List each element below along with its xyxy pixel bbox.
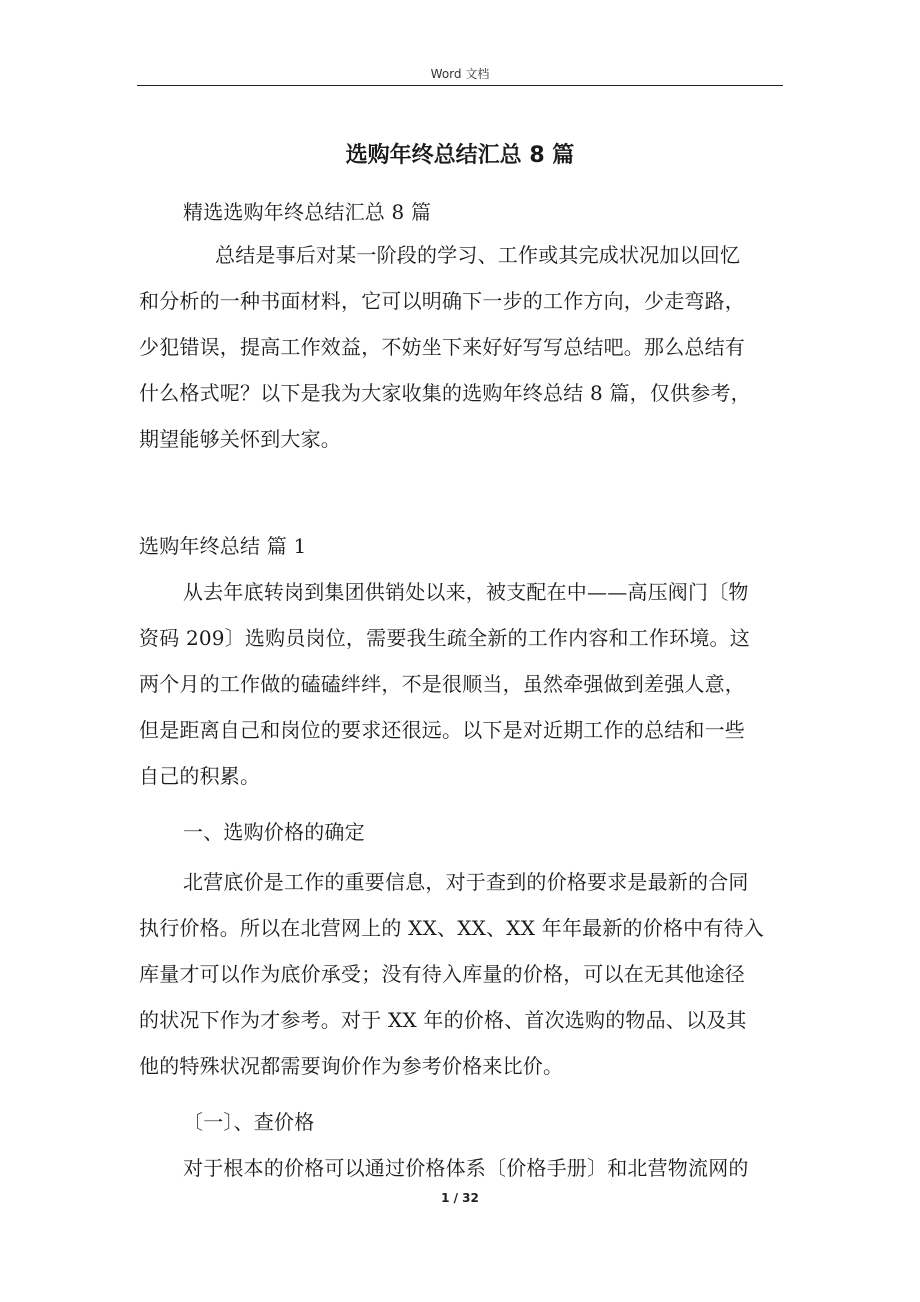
subitem-heading: 〔一〕、查价格	[183, 1110, 315, 1134]
header-divider	[137, 85, 783, 86]
item1-paragraph	[139, 864, 785, 1084]
paragraph-line: 对于根本的价格可以通过价格体系〔价格手册〕和北营物流网的	[183, 1156, 749, 1180]
paragraph-line: 从去年底转岗到集团供销处以来，被支配在中——高压阀门〔物	[183, 580, 749, 604]
paragraph-line: 两个月的工作做的磕磕绊绊，不是很顺当，虽然牵强做到差强人意，	[139, 672, 745, 696]
item-heading: 一、选购价格的确定	[183, 820, 365, 844]
intro-line: 什么格式呢？以下是我为大家收集的选购年终总结 8 篇，仅供参考，	[139, 381, 751, 405]
paragraph-line: 资码 209〕选购员岗位，需要我生疏全新的工作内容和工作环境。这	[139, 626, 750, 650]
paragraph-line: 自己的积累。	[139, 764, 261, 788]
section1-paragraph	[139, 574, 785, 794]
intro-paragraph	[139, 237, 785, 457]
page-number: 1 / 32	[441, 1191, 479, 1205]
intro-line: 和分析的一种书面材料，它可以明确下一步的工作方向，少走弯路，	[139, 289, 745, 313]
paragraph-line: 的状况下作为才参考。对于 XX 年的价格、首次选购的物品、以及其	[139, 1008, 747, 1032]
intro-line: 少犯错误，提高工作效益，不妨坐下来好好写写总结吧。那么总结有	[139, 335, 745, 359]
document-title: 选购年终总结汇总 8 篇	[345, 143, 575, 168]
document-subtitle: 精选选购年终总结汇总 8 篇	[183, 200, 432, 224]
intro-line: 总结是事后对某一阶段的学习、工作或其完成状况加以回忆	[215, 243, 741, 267]
intro-line: 期望能够关怀到大家。	[139, 427, 341, 451]
paragraph-line: 北营底价是工作的重要信息，对于查到的价格要求是最新的合同	[183, 870, 749, 894]
paragraph-line: 他的特殊状况都需要询价作为参考价格来比价。	[139, 1054, 564, 1078]
paragraph-line: 但是距离自己和岗位的要求还很远。以下是对近期工作的总结和一些	[139, 718, 745, 742]
page-header: Word 文档	[430, 67, 490, 81]
section-heading: 选购年终总结 篇 1	[139, 534, 307, 558]
paragraph-line: 库量才可以作为底价承受；没有待入库量的价格，可以在无其他途径	[139, 962, 745, 986]
paragraph-line: 执行价格。所以在北营网上的 XX、XX、XX 年年最新的价格中有待入	[139, 916, 764, 940]
